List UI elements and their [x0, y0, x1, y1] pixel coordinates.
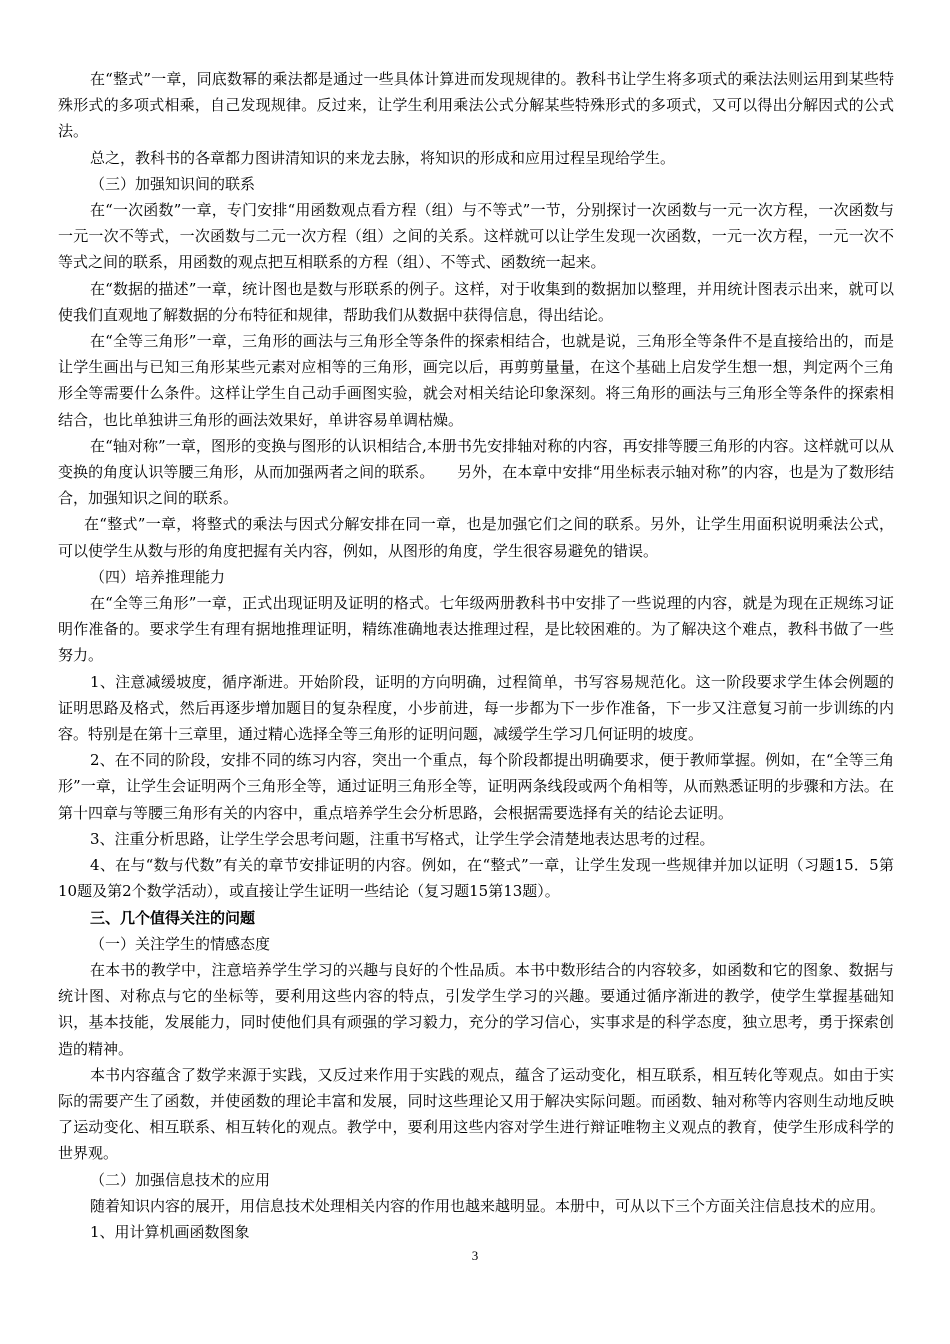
paragraph: 本书内容蕴含了数学来源于实践，又反过来作用于实践的观点，蕴含了运动变化，相互联系，相互转化等观点。如由于实际的需要产生了函数，并使函数的理论丰富和发展，同时这些理论又用于解决实际问题。而函数、轴对称等内容则生动地反映了运动变化、相互联系、相互转化的观点。教学中，要利用这些内容对学生进行辩证唯物主义观点的教育，使学生形成科学的世界观。	[58, 1065, 894, 1163]
paragraph: 在本书的教学中，注意培养学生学习的兴趣与良好的个性品质。本书中数形结合的内容较多，如函数和它的图象、数据与统计图、对称点与它的坐标等，要利用这些内容的特点，引发学生学习的兴趣。要通过循序渐进的教学，使学生掌握基础知识，基本技能，发展能力，同时使他们具有顽强的学习毅力，充分的学习信心，实事求是的科学态度，独立思考，勇于探索创造的精神。	[58, 960, 894, 1058]
paragraph: 在“轴对称”一章，图形的变换与图形的认识相结合,本册书先安排轴对称的内容，再安排等腰三角形的内容。这样就可以从变换的角度认识等腰三角形，从而加强两者之间的联系。 另外，在本章中安排“用坐标表示轴对称”的内容，也是为了数形结合，加强知识之间的联系。	[58, 436, 894, 508]
paragraph: 4、在与“数与代数”有关的章节安排证明的内容。例如，在“整式”一章，让学生发现一些规律并加以证明（习题15．5第10题及第2个数学活动），或直接让学生证明一些结论（复习题15第13题）。	[58, 856, 894, 901]
paragraph: 1、注意减缓坡度，循序渐进。开始阶段，证明的方向明确，过程简单，书写容易规范化。这一阶段要求学生体会例题的证明思路及格式，然后再逐步增加题目的复杂程度，小步前进，每一步都为下一步作准备，下一步又注意复习前一步训练的内容。特别是在第十三章里，通过精心选择全等三角形的证明问题，减缓学生学习几何证明的坡度。	[58, 672, 894, 744]
chapter-heading: 三、几个值得关注的问题	[90, 908, 256, 927]
paragraph: 在“全等三角形”一章，正式出现证明及证明的格式。七年级两册教科书中安排了一些说理的内容，就是为现在正规练习证明作准备的。要求学生有理有据地推理证明，精练准确地表达推理过程，是比较困难的。为了解决这个难点，教科书做了一些努力。	[58, 594, 894, 665]
page-number: 3	[471, 1248, 479, 1263]
paragraph: 在“一次函数”一章，专门安排“用函数观点看方程（组）与不等式”一节，分别探讨一次函数与一元一次方程，一次函数与一元一次不等式，一次函数与二元一次方程（组）之间的关系。这样就可以让学生发现一次函数，一元一次方程，一元一次不等式之间的联系，用函数的观点把互相联系的方程（组）、不等式、函数统一起来。	[58, 201, 894, 272]
paragraph: 在“整式”一章，同底数幂的乘法都是通过一些具体计算进而发现规律的。教科书让学生将多项式的乘法法则运用到某些特殊形式的多项式相乘，自己发现规律。反过来，让学生利用乘法公式分解某些特殊形式的多项式，又可以得出分解因式的公式法。	[58, 70, 894, 141]
section-heading: （一）关注学生的情感态度	[90, 934, 271, 953]
paragraph: 在“数据的描述”一章，统计图也是数与形联系的例子。这样，对于收集到的数据加以整理，并用统计图表示出来，就可以使我们直观地了解数据的分布特征和规律，帮助我们从数据中获得信息，得出结论。	[58, 279, 894, 324]
paragraph: 在“全等三角形”一章，三角形的画法与三角形全等条件的探索相结合，也就是说，三角形全等条件不是直接给出的，而是让学生画出与已知三角形某些元素对应相等的三角形，画完以后，再剪剪量量，在这个基础上启发学生想一想，判定两个三角形全等需要什么条件。这样让学生自己动手画图实验，就会对相关结论印象深刻。将三角形的画法与三角形全等条件的探索相结合，也比单独讲三角形的画法效果好，单讲容易单调枯燥。	[58, 332, 894, 429]
paragraph: 在“整式”一章，将整式的乘法与因式分解安排在同一章，也是加强它们之间的联系。另外，让学生用面积说明乘法公式，可以使学生从数与形的角度把握有关内容，例如，从图形的角度，学生很容易避免的错误。	[58, 515, 894, 560]
paragraph: 总之，教科书的各章都力图讲清知识的来龙去脉，将知识的形成和应用过程呈现给学生。	[90, 148, 676, 167]
paragraph: 2、在不同的阶段，安排不同的练习内容，突出一个重点，每个阶段都提出明确要求，便于教师掌握。例如，在“全等三角形”一章，让学生会证明两个三角形全等，通过证明三角形全等，证明两条线段或两个角相等，从而熟悉证明的步骤和方法。在第十四章与等腰三角形有关的内容中，重点培养学生会分析思路，会根据需要选择有关的结论去证明。	[58, 751, 894, 822]
document-body	[58, 66, 894, 1245]
section-heading: （二）加强信息技术的应用	[90, 1170, 271, 1189]
paragraph: 随着知识内容的展开，用信息技术处理相关内容的作用也越来越明显。本册中，可从以下三个方面关注信息技术的应用。	[90, 1196, 886, 1215]
section-heading: （三）加强知识间的联系	[90, 174, 256, 193]
paragraph: 3、注重分析思路，让学生学会思考问题，注重书写格式，让学生学会清楚地表达思考的过程。	[90, 829, 715, 848]
paragraph: 1、用计算机画函数图象	[90, 1222, 250, 1241]
section-heading: （四）培养推理能力	[90, 567, 226, 586]
